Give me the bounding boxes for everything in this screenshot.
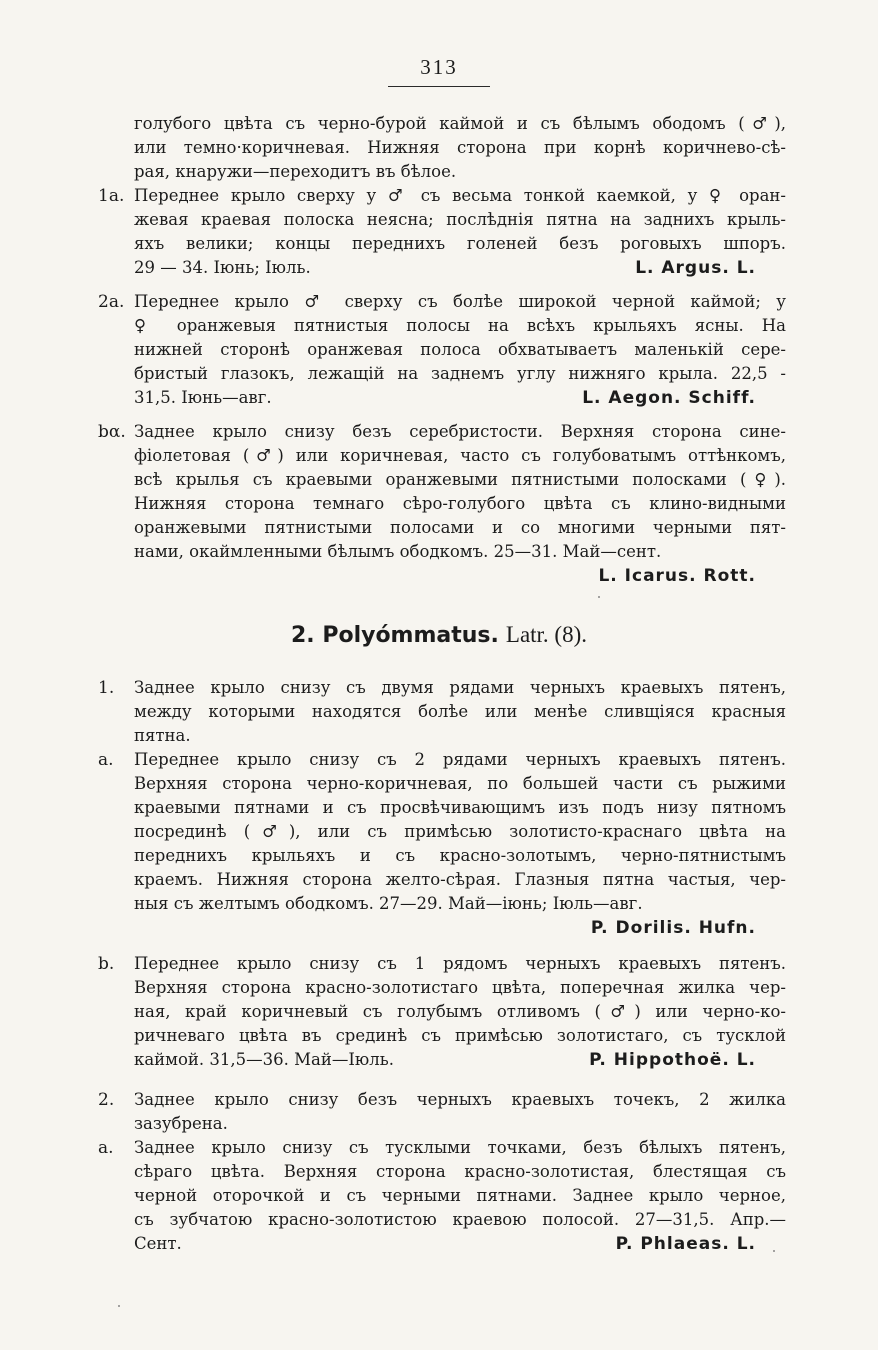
scan-speck xyxy=(773,1250,775,1252)
text-line: переднихъ крыльяхъ и съ красно-золотымъ, черно-пятнистымъ xyxy=(134,846,786,865)
species-name: P. Dorilis. Hufn. xyxy=(590,918,756,938)
page-number: 313 xyxy=(420,55,458,79)
genus-title: 2. Polyómmatus. xyxy=(291,623,499,648)
species-row xyxy=(134,256,786,280)
text-line: ричневаго цвѣта въ срединѣ съ примѣсью золотистаго, съ тусклой xyxy=(134,1026,786,1045)
species-name: L. Icarus. Rott. xyxy=(598,566,756,586)
text-line: Верхняя сторона красно-золотистаго цвѣта, поперечная жилка чер- xyxy=(134,978,786,997)
text-line: посрединѣ (♂), или съ примѣсью золотисто-краснаго цвѣта на xyxy=(134,822,786,841)
text-line: Нижняя сторона темнаго сѣро-голубого цвѣта съ клино-видными xyxy=(134,494,786,513)
text-line: сѣраго цвѣта. Верхняя сторона красно-золотистая, блестящая съ xyxy=(134,1162,786,1181)
entry-marker: 2a. xyxy=(98,292,125,312)
text-line: нами, окаймленными бѣлымъ ободкомъ. 25—31. Май—сент. xyxy=(134,542,662,561)
entry-marker: b. xyxy=(98,954,115,974)
text-line: бристый глазокъ, лежащій на заднемъ углу нижняго крыла. 22,5 - xyxy=(134,364,786,383)
entry-marker: 1a. xyxy=(98,186,125,206)
header-rule xyxy=(388,86,490,87)
text-line: Заднее крыло снизу безъ серебристости. Верхняя сторона сине- xyxy=(134,422,786,441)
species-name: L. Argus. L. xyxy=(635,258,756,278)
text-tail: Сент. xyxy=(134,1234,182,1253)
text-line: Верхняя сторона черно-коричневая, по большей части съ рыжими xyxy=(134,774,786,793)
text-line: голубого цвѣта съ черно-бурой каймой и съ бѣлымъ ободомъ (♂), xyxy=(134,114,786,133)
text-line: ная, край коричневый съ голубымъ отливомъ (♂) или черно-ко- xyxy=(134,1002,786,1021)
text-line: фіолетовая (♂) или коричневая, часто съ голубоватымъ оттѣнкомъ, xyxy=(134,446,786,465)
text-line: Заднее крыло снизу съ тусклыми точками, безъ бѣлыхъ пятенъ, xyxy=(134,1138,786,1157)
text-line: Заднее крыло снизу съ двумя рядами черныхъ краевыхъ пятенъ, xyxy=(134,678,786,697)
text-line: съ зубчатою красно-золотистою краевою полосой. 27—31,5. Апр.— xyxy=(134,1210,786,1229)
text-line: Переднее крыло снизу съ 2 рядами черныхъ краевыхъ пятенъ. xyxy=(134,750,786,769)
species-row xyxy=(134,1232,786,1256)
species-name: P. Phlaeas. L. xyxy=(615,1234,756,1254)
text-tail: 29 — 34. Іюнь; Іюль. xyxy=(134,258,311,277)
section-heading xyxy=(0,622,878,648)
genus-author: Latr. (8). xyxy=(505,622,587,647)
text-line: нижней сторонѣ оранжевая полоса обхватываетъ маленькій сере- xyxy=(134,340,786,359)
text-line: зазубрена. xyxy=(134,1114,228,1133)
text-line: Переднее крыло ♂ сверху съ болѣе широкой черной каймой; у xyxy=(134,292,786,311)
text-line: краевыми пятнами и съ просвѣчивающимъ изъ подъ низу пятномъ xyxy=(134,798,786,817)
entry-marker: a. xyxy=(98,750,114,770)
species-row xyxy=(134,916,786,940)
species-name: P. Hippothoë. L. xyxy=(589,1050,756,1070)
text-line: черной оторочкой и съ черными пятнами. Заднее крыло черное, xyxy=(134,1186,786,1205)
species-row xyxy=(134,386,786,410)
text-line: ныя съ желтымъ ободкомъ. 27—29. Май—іюнь; Іюль—авг. xyxy=(134,894,643,913)
scan-speck xyxy=(598,596,600,598)
text-tail: 31,5. Іюнь—авг. xyxy=(134,388,272,407)
text-line: Заднее крыло снизу безъ черныхъ краевыхъ точекъ, 2 жилка xyxy=(134,1090,786,1109)
text-tail: каймой. 31,5—36. Май—Іюль. xyxy=(134,1050,394,1069)
text-line: жевая краевая полоска неясна; послѣднія пятна на заднихъ крыль- xyxy=(134,210,786,229)
text-line: или темно·коричневая. Нижняя сторона при корнѣ коричнево-сѣ- xyxy=(134,138,786,157)
text-line: рая, кнаружи—переходитъ въ бѣлое. xyxy=(134,162,457,181)
scan-speck xyxy=(118,1305,120,1307)
entry-marker: bα. xyxy=(98,422,126,442)
species-row xyxy=(134,564,786,588)
text-line: Переднее крыло сверху у ♂ съ весьма тонкой каемкой, у ♀ оран- xyxy=(134,186,786,205)
text-line: пятна. xyxy=(134,726,191,745)
species-name: L. Aegon. Schiff. xyxy=(582,388,756,408)
text-line: оранжевыми пятнистыми полосами и со многими черными пят- xyxy=(134,518,786,537)
entry-marker: a. xyxy=(98,1138,114,1158)
text-line: ♀ оранжевыя пятнистыя полосы на всѣхъ крыльяхъ ясны. На xyxy=(134,316,786,335)
text-line: Переднее крыло снизу съ 1 рядомъ черныхъ краевыхъ пятенъ. xyxy=(134,954,786,973)
entry-marker: 1. xyxy=(98,678,115,698)
text-line: всѣ крылья съ краевыми оранжевыми пятнистыми полосками (♀). xyxy=(134,470,786,489)
text-line: краемъ. Нижняя сторона желто-сѣрая. Глазныя пятна частыя, чер- xyxy=(134,870,786,889)
text-line: яхъ велики; концы переднихъ голеней безъ роговыхъ шпоръ. xyxy=(134,234,786,253)
species-row xyxy=(134,1048,786,1072)
entry-marker: 2. xyxy=(98,1090,115,1110)
text-line: между которыми находятся болѣе или менѣе сливщіяся красныя xyxy=(134,702,786,721)
